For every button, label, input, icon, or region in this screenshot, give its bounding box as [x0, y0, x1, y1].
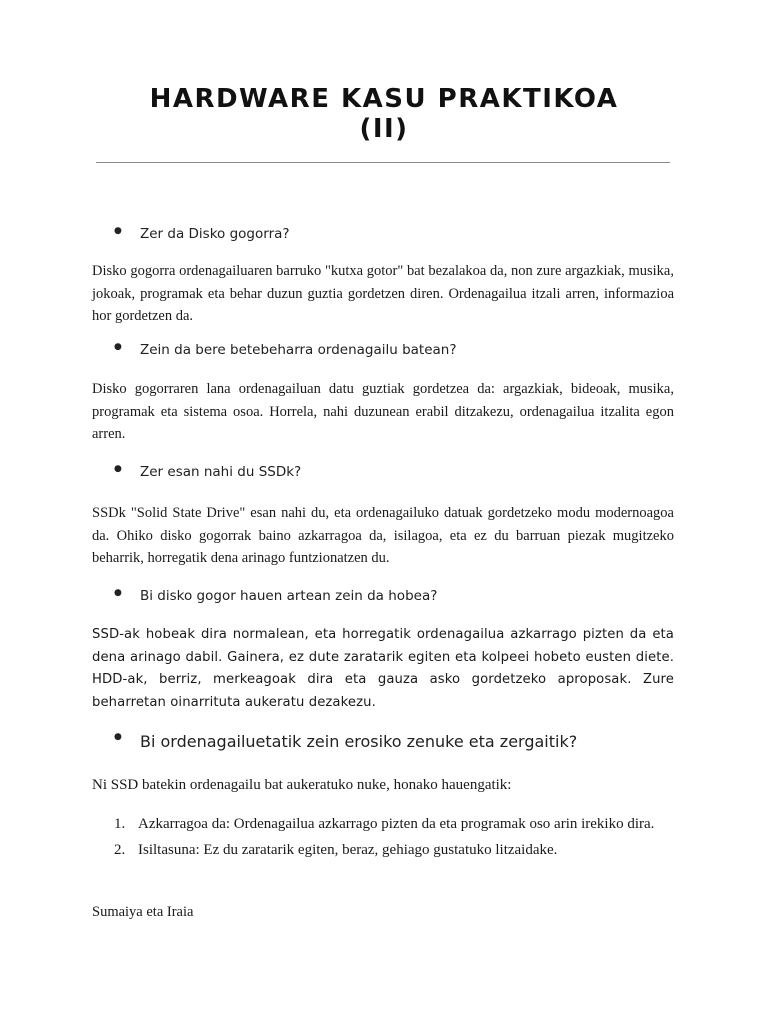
title-line-1: HARDWARE KASU PRAKTIKOA: [149, 84, 619, 114]
question-text: Bi disko gogor hauen artean zein da hobea?: [140, 588, 438, 604]
question-text: Bi ordenagailuetatik zein erosiko zenuke eta zergaitik?: [140, 732, 578, 751]
question-bullet-2: [116, 342, 457, 358]
answer-paragraph-3: SSDk "Solid State Drive" esan nahi du, eta ordenagailuko datuak gordetzeko modu modernoagoa da. Ohiko disko gogorrak baino azkarragoa da, isilagoa, eta ez du barruan piezak mugitzeko beharrik, horregatik dena arinago funtzionatzen du.: [92, 505, 674, 566]
list-item-text: Azkarragoa da: Ordenagailua azkarrago pizten da eta programak oso arin irekiko dira.: [138, 816, 655, 832]
question-bullet-4: [116, 588, 437, 604]
question-bullet-3: [116, 464, 301, 480]
list-item: [92, 812, 674, 836]
question-text: Zer da Disko gogorra?: [140, 226, 290, 242]
list-number: 1.: [114, 816, 126, 832]
answer-paragraph-5: Ni SSD batekin ordenagailu bat aukeratuko nuke, honako hauengatik:: [92, 777, 512, 793]
question-text: Zer esan nahi du SSDk?: [140, 464, 302, 480]
answer-paragraph-1: Disko gogorra ordenagailuaren barruko "kutxa gotor" bat bezalakoa da, non zure argazkiak, musika, jokoak, programak eta behar duzun guztia gordetzen diren. Ordenagailua itzali arren, informazioa hor gordetzen da.: [92, 263, 674, 324]
signature: Sumaiya eta Iraia: [92, 904, 194, 920]
question-bullet-1: [116, 226, 290, 242]
answer-paragraph-4: SSD-ak hobeak dira normalean, eta horregatik ordenagailua azkarrago pizten da eta dena arinago dabil. Gainera, ez dute zaratarik egiten eta kolpeei hobeto eusten diete. HDD-ak, berriz, merkeagoak dira eta gauza asko gordetzeko aproposak. Zure beharretan oinarrituta aukeratu dezakezu.: [92, 627, 674, 710]
question-text: Zein da bere betebeharra ordenagailu batean?: [140, 342, 457, 358]
document-title: [90, 84, 678, 144]
question-bullet-5: [116, 732, 577, 751]
answer-paragraph-2: Disko gogorraren lana ordenagailuan datu guztiak gordetzea da: argazkiak, bideoak, musika, programak eta sistema osoa. Horrela, nahi duzunean erabil ditzakezu, ordenagailua itzalita egon arren.: [92, 381, 674, 442]
title-divider: [96, 162, 670, 163]
list-item-text: Isiltasuna: Ez du zaratarik egiten, beraz, gehiago gustatuko litzaidake.: [138, 842, 558, 858]
list-item: [92, 838, 674, 862]
reasons-list: [92, 812, 674, 864]
title-line-2: (II): [359, 114, 409, 144]
list-number: 2.: [114, 842, 126, 858]
